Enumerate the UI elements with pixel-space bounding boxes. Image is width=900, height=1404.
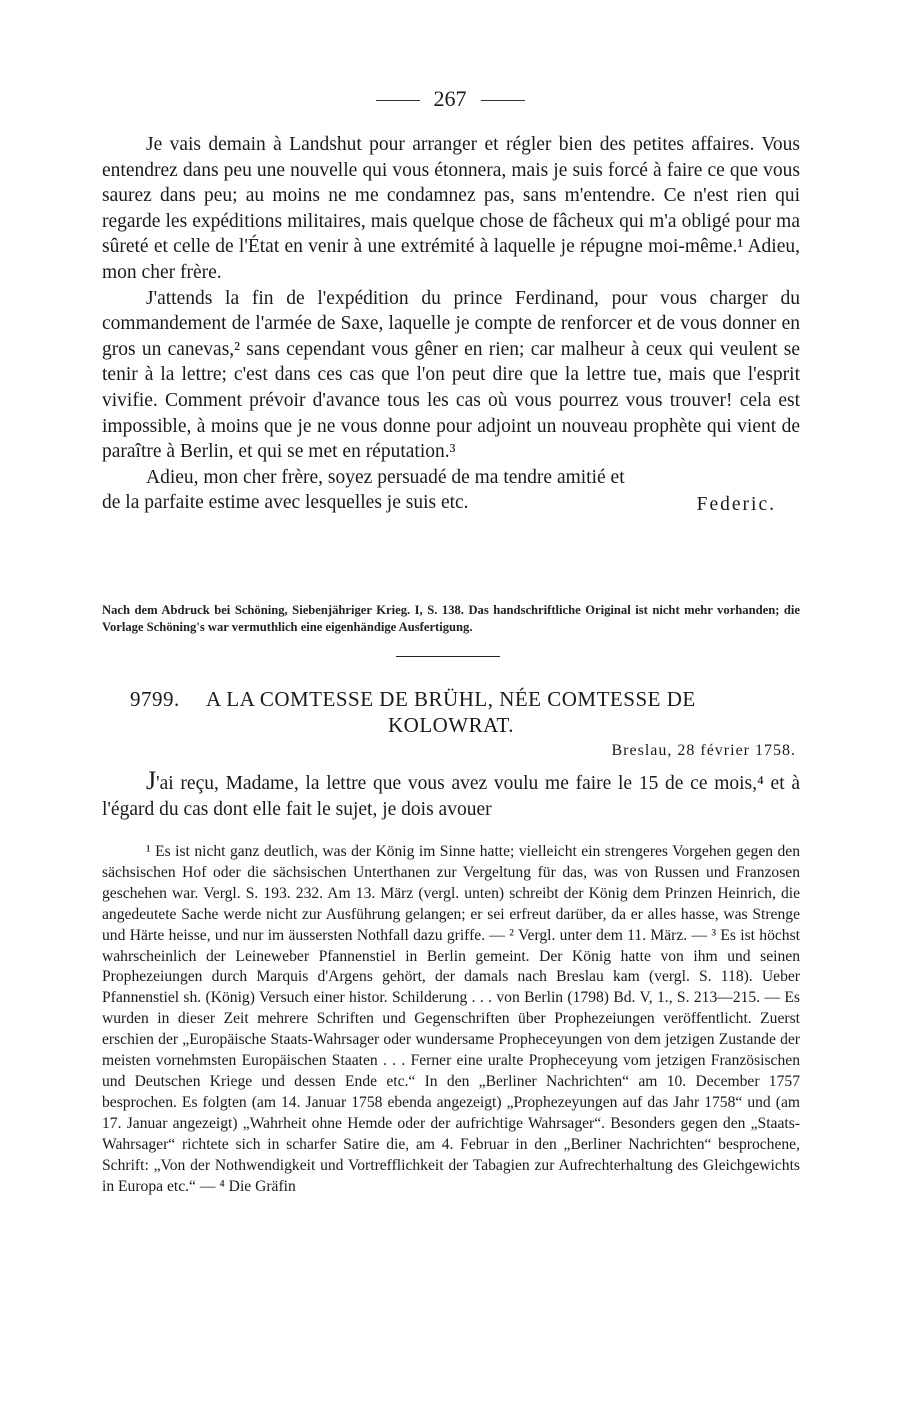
letter-title-line1: A LA COMTESSE DE BRÜHL, NÉE COMTESSE DE bbox=[206, 687, 696, 711]
header-dash-left bbox=[376, 100, 420, 101]
footnotes bbox=[102, 842, 800, 1197]
letter-title-line2: KOLOWRAT. bbox=[387, 713, 514, 737]
source-note: Nach dem Abdruck bei Schöning, Siebenjähriger Krieg. I, S. 138. Das handschriftliche Original ist nicht mehr vorhanden; die Vorlage Schöning's war vermuthlich eine eigenhändige Ausfertigung. bbox=[102, 603, 800, 634]
letter-continuation bbox=[102, 132, 800, 516]
header-dash-right bbox=[481, 100, 525, 101]
page-number: 267 bbox=[433, 86, 467, 111]
letter-start-text: 'ai reçu, Madame, la lettre que vous avez voulu me faire le 15 de ce mois,⁴ et à l'égard du cas dont elle fait le sujet, je dois avouer bbox=[102, 773, 800, 820]
closing-text: de la parfaite estime avec lesquelles je suis etc. bbox=[102, 492, 469, 514]
closing-line bbox=[102, 490, 800, 516]
paragraph: J'attends la fin de l'expédition du prince Ferdinand, pour vous charger du commandement de l'armée de Saxe, laquelle je compte de renforcer et de vous donner en gros un canevas,² sans cependant vous gêner en rien; car malheur à ceux qui veulent se tenir à la lettre; c'est dans ces cas que l'on peut dire que la lettre tue, mais que l'esprit vivifie. Comment prévoir d'avance tous les cas où vous pourrez vous trouver! cela est impossible, à moins que je ne vous donne pour adjoint un nouveau prophète qui vient de paraître à Berlin, et qui se met en réputation.³ bbox=[102, 287, 800, 463]
dateline: Breslau, 28 février 1758. bbox=[611, 742, 796, 759]
footnote-text: ¹ Es ist nicht ganz deutlich, was der König im Sinne hatte; vielleicht ein strengeres Vorgehen gegen den sächsischen Hof oder die sächsischen Unterthanen zur Vergeltung für das, was von Russen und Franzosen geschehen war. Vergl. S. 193. 232. Am 13. März (vergl. unten) schreibt der König dem Prinzen Heinrich, die angedeutete Sache werde nicht zur Ausführung gelangen; er sei erfreut darüber, da er alles hasse, was Strenge und Härte heisse, und nur im äussersten Nothfall dazu griffe. — ² Vergl. unter dem 11. März. — ³ Es ist höchst wahrscheinlich der Leineweber Pfannenstiel in Berlin gemeint. Der König hatte von ihm und seinen Prophezeiungen durch Marquis d'Argens gehört, der damals nach Breslau kam (vergl. S. 118). Ueber Pfannenstiel sh. (König) Versuch einer histor. Schilderung . . . von Berlin (1798) Bd. V, 1., S. 213—215. — Es wurden in dieser Zeit mehrere Schriften und Gegenschriften über Prophezeiungen veröffentlicht. Zuerst erschien der „Europäische Staats-Wahrsager oder wundersame Propheceyungen von dem jetzigen Zustande der meisten vornehmsten Europäischen Staaten . . . Ferner eine uralte Propheceyung vom jetzigen Französischen und Deutschen Kriege und dessen Ende etc.“ In den „Berliner Nachrichten“ am 10. December 1757 besprochen. Es folgten (am 14. Januar 1758 ebenda angezeigt) „Prophezeyungen auf das Jahr 1758“ und (am 17. Januar angezeigt) „Wahrheit ohne Hemde oder der aufrichtige Wahrsager“. Besonders gegen den „Staats-Wahrsager“ richtete sich in scharfer Satire die, am 4. Februar in den „Berliner Nachrichten“ besprochene, Schrift: „Von der Nothwendigkeit und Vortrefflichkeit der Tabagien zur Aufrechterhaltung des Gleichgewichts in Europa etc.“ — ⁴ Die Gräfin bbox=[102, 843, 800, 1195]
letter-number: 9799. bbox=[130, 687, 180, 711]
signature: Federic. bbox=[696, 494, 776, 516]
initial-letter: J bbox=[146, 766, 157, 795]
paragraph: Adieu, mon cher frère, soyez persuadé de ma tendre amitié et bbox=[146, 466, 625, 488]
letter-start bbox=[102, 768, 800, 822]
paragraph: Je vais demain à Landshut pour arranger et régler bien des petites affaires. Vous entendrez dans peu une nouvelle qui vous étonnera, mais je suis forcé à faire ce que vous saurez dans peu; au moins ne me condamnez pas, sans m'entendre. Ce n'est rien qui regarde les expéditions militaires, mais quelque chose de fâcheux qui m'a obligé pour ma sûreté et celle de l'État en venir à une extrémité à laquelle je répugne moi-même.¹ Adieu, mon cher frère. bbox=[102, 134, 800, 283]
page-number-header bbox=[0, 86, 900, 112]
section-divider bbox=[396, 656, 500, 657]
paragraph bbox=[102, 768, 800, 822]
